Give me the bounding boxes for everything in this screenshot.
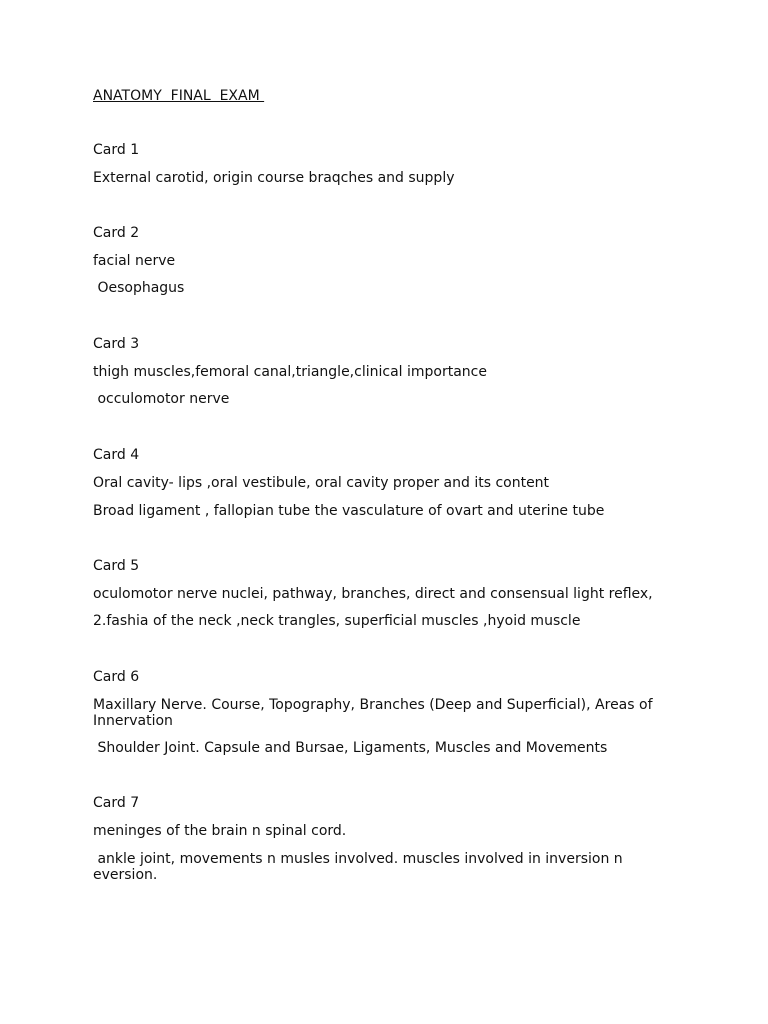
- card-6-item-2: Shoulder Joint. Capsule and Bursae, Ligaments, Muscles and Movements: [93, 740, 608, 756]
- card-7-item-1: meninges of the brain n spinal cord.: [93, 823, 347, 839]
- card-7-heading: Card 7: [93, 795, 140, 811]
- card-3-heading: Card 3: [93, 336, 140, 352]
- card-1-item-1: External carotid, origin course braqches and supply: [93, 170, 455, 186]
- card-4-heading: Card 4: [93, 447, 140, 463]
- card-2-item-1: facial nerve: [93, 253, 176, 269]
- card-2-heading: Card 2: [93, 225, 140, 241]
- card-4-item-2: Broad ligament , fallopian tube the vasculature of ovart and uterine tube: [93, 503, 605, 519]
- card-5-heading: Card 5: [93, 558, 140, 574]
- card-2-item-2: Oesophagus: [93, 280, 185, 296]
- card-6-item-1: Maxillary Nerve. Course, Topography, Branches (Deep and Superficial), Areas of Innervation: [93, 697, 657, 729]
- card-6-heading: Card 6: [93, 669, 140, 685]
- card-3-item-1: thigh muscles,femoral canal,triangle,clinical importance: [93, 364, 487, 380]
- card-3-item-2: occulomotor nerve: [93, 391, 230, 407]
- card-4-item-1: Oral cavity- lips ,oral vestibule, oral cavity proper and its content: [93, 475, 550, 491]
- card-5-item-1: oculomotor nerve nuclei, pathway, branches, direct and consensual light reflex,: [93, 586, 653, 602]
- card-1-heading: Card 1: [93, 142, 140, 158]
- document-title: ANATOMY FINAL EXAM: [93, 88, 265, 104]
- card-5-item-2: 2.fashia of the neck ,neck trangles, superficial muscles ,hyoid muscle: [93, 613, 581, 629]
- card-7-item-2: ankle joint, movements n musles involved. muscles involved in inversion n eversion.: [93, 851, 628, 883]
